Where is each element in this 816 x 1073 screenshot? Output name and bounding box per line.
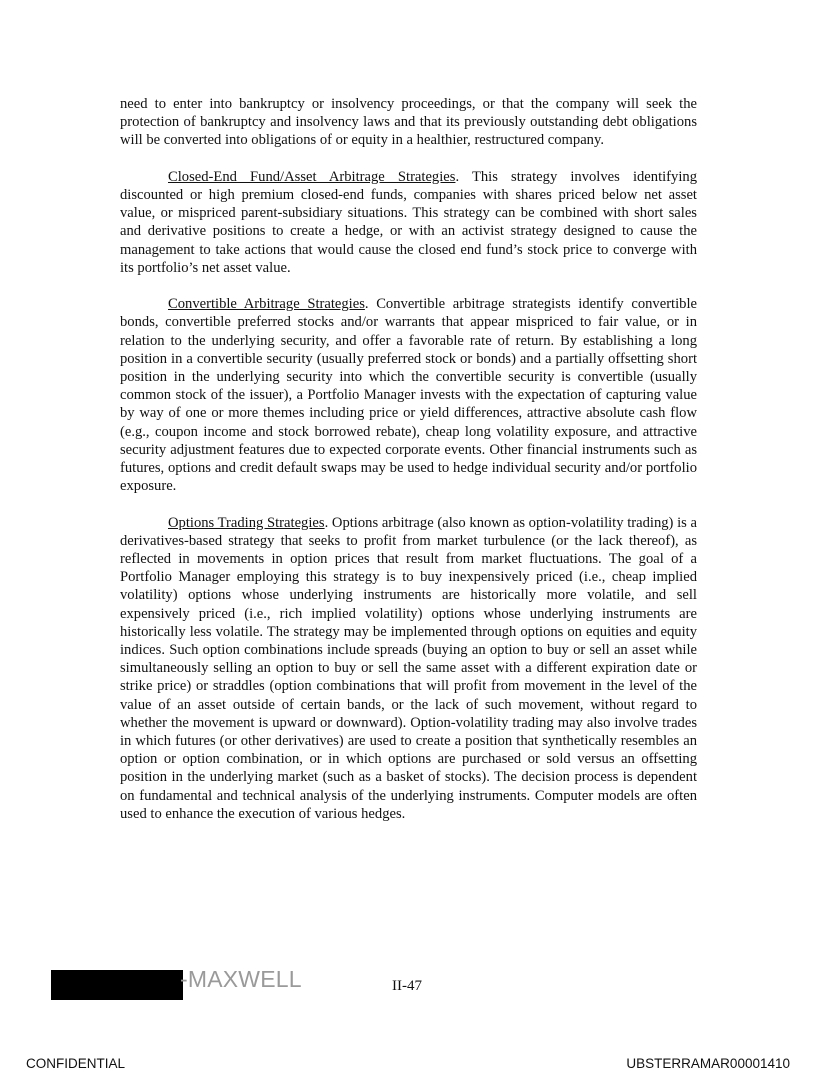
paragraph-text: . Options arbitrage (also known as option-volatility trading) is a derivatives-based strategy that seeks to profit from market turbulence (or the lack thereof), as reflected in movements in option prices that result from market fluctuations. The goal of a Portfolio Manager employing this strategy is to buy inexpensively priced (i.e., cheap implied volatility) options whose underlying instruments are historically more volatile, and sell expensively priced (i.e., rich implied volatility) options whose underlying instruments are historically less volatile. The strategy may be implemented through options on equities and equity indices. Such option combinations include spreads (buying an option to buy or sell an asset while simultaneously selling an option to buy or sell the same asset with a different expiration date or strike price) or straddles (option combinations that will profit from movement in the level of the value of an asset outside of certain bands, or the lack of such movement, without regard to whether the movement is upward or downward). Option-volatility trading may also involve trades in which futures (or other derivatives) are used to create a position that synthetically resembles an option or option combination, or in which options are purchased or sold versus an offsetting position in the underlying market (such as a basket of stocks). The decision process is dependent on fundamental and technical analysis of the underlying instruments. Computer models are often used to enhance the execution of various hedges.: [120, 514, 698, 822]
redacted-name-suffix: -MAXWELL: [180, 966, 302, 992]
confidential-label: CONFIDENTIAL: [26, 1056, 126, 1071]
paragraph-options-trading: [120, 514, 697, 823]
section-heading-closed-end-fund: Closed-End Fund/Asset Arbitrage Strategies: [168, 168, 456, 185]
paragraph-text: . This strategy involves identifying discounted or high premium closed-end funds, companies with shares priced below net asset value, or mispriced parent-subsidiary situations. This strategy can be combined with short sales and derivative positions to create a hedge, or with an activist strategy designed to cause the management to take actions that would cause the closed end fund’s stock price to converge with its portfolio’s net asset value.: [120, 168, 697, 276]
section-heading-convertible-arbitrage: Convertible Arbitrage Strategies: [168, 296, 365, 313]
redaction-block: [51, 970, 183, 1000]
paragraph-convertible-arbitrage: [120, 295, 697, 495]
page-number: II-47: [392, 978, 422, 994]
document-body: [120, 95, 697, 841]
paragraph-text: . Convertible arbitrage strategists identify convertible bonds, convertible preferred stocks and/or warrants that appear mispriced to fair value, or in relation to the underlying security, and offer a favorable rate of return. By establishing a long position in a convertible security (usually preferred stock or bonds) and a partially offsetting short position in the underlying security into which the convertible security is convertible (usually common stock of the issuer), a Portfolio Manager invests with the expectation of capturing value by way of one or more themes including price or yield differences, attractive absolute cash flow (e.g., coupon income and stock borrowed rebate), cheap long volatility exposure, and attractive security adjustment features due to expected corporate events. Other financial instruments such as futures, options and credit default swaps may be used to hedge individual security and/or portfolio exposure.: [120, 296, 697, 495]
section-heading-options-trading: Options Trading Strategies: [168, 514, 325, 531]
paragraph-closed-end-fund: [120, 168, 697, 277]
paragraph-continuation: [120, 95, 697, 150]
bates-number: UBSTERRAMAR00001410: [626, 1056, 790, 1071]
paragraph-text: need to enter into bankruptcy or insolvency proceedings, or that the company will seek the protection of bankruptcy and insolvency laws and that its previously outstanding debt obligations will be converted into obligations of or equity in a healthier, restructured company.: [120, 96, 697, 149]
